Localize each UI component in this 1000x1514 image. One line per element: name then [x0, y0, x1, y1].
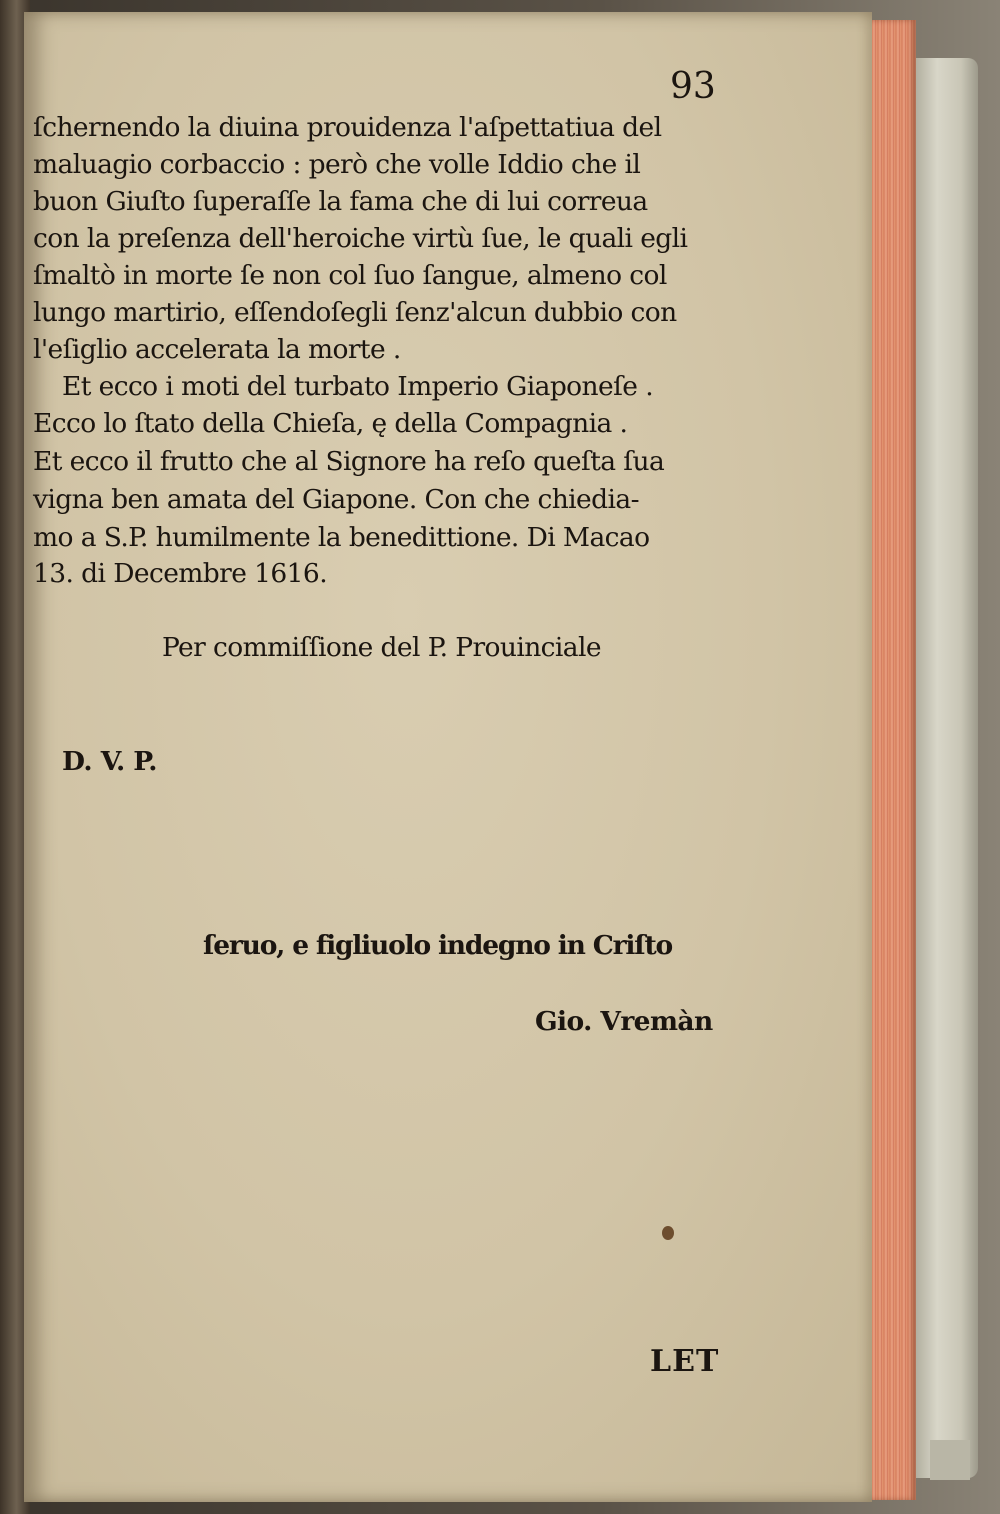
body-line: ſchernendo la diuina prouidenza l'aſpettatiua del [33, 112, 662, 143]
body-line: l'eſiglio accelerata la morte . [33, 334, 401, 365]
body-line: Et ecco il frutto che al Signore ha reſo queſta ſua [33, 446, 665, 477]
body-line: buon Giuſto ſuperaſſe la fama che di lui correua [33, 186, 648, 217]
page-number: 93 [670, 66, 716, 107]
signature: Gio. Vremàn [535, 1006, 713, 1037]
body-line: 13. di Decembre 1616. [33, 558, 328, 589]
catchword: LET [650, 1344, 720, 1379]
vellum-cover [910, 58, 978, 1478]
body-line: vigna ben amata del Giapone. Con che chiedia- [33, 484, 639, 515]
body-line: Et ecco i moti del turbato Imperio Giaponeſe . [62, 371, 654, 402]
commission-line: Per commiſſione del P. Prouinciale [162, 632, 601, 663]
cover-corner [930, 1440, 970, 1480]
body-line: Ecco lo ſtato della Chieſa, ę della Compagnia . [33, 408, 628, 439]
salutation: D. V. P. [62, 746, 157, 777]
closing-formula: ſeruo, e figliuolo indegno in Criſto [203, 930, 672, 961]
body-line: maluagio corbaccio : però che volle Iddio che il [33, 149, 641, 180]
body-line: ſmaltò in morte ſe non col ſuo ſangue, almeno col [33, 260, 667, 291]
body-line: mo a S.P. humilmente la benedittione. Di Macao [33, 522, 650, 553]
body-line: lungo martirio, eſſendoſegli ſenz'alcun dubbio con [33, 297, 677, 328]
ink-stain [662, 1226, 674, 1240]
body-line: con la preſenza dell'heroiche virtù ſue, le quali egli [33, 223, 688, 254]
